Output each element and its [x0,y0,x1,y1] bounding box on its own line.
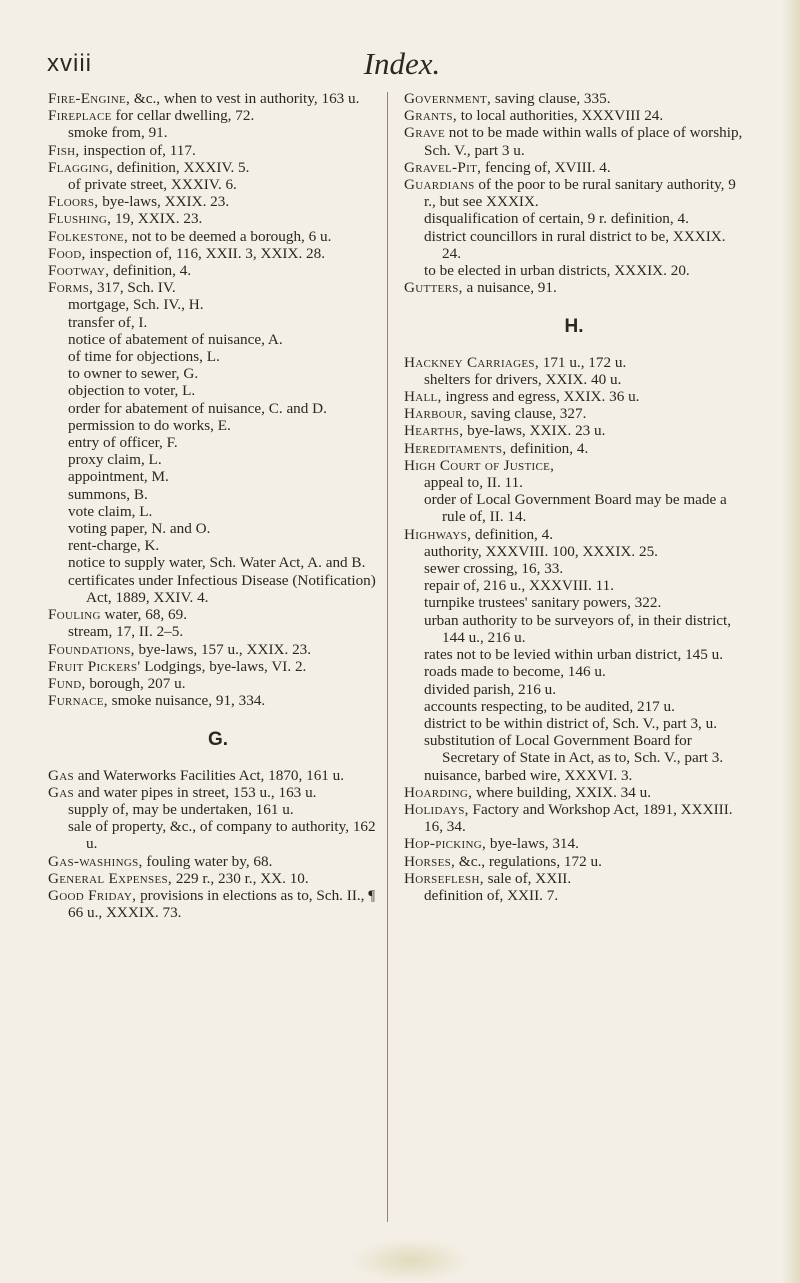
entry-heading: Guardians [404,176,475,194]
index-entry [404,853,744,870]
entry-text: &c., regulations, 172 u. [455,852,602,870]
entry-text: definition, 4. [109,262,192,280]
entry-text: and Waterworks Facilities Act, 1870, 161 u. [73,766,345,784]
entry-text: 229 r., 230 r., XX. 10. [172,869,309,887]
index-subentry: supply of, may be undertaken, 161 u. [68,800,294,818]
index-subentry: objection to voter, L. [68,382,196,400]
index-entry [404,279,744,296]
index-entry [48,90,388,107]
index-subentry: vote claim, L. [68,502,153,520]
entry-text: bye-laws, XXIX. 23 u. [463,422,606,440]
index-subentry: notice of abatement of nuisance, A. [68,330,283,348]
entry-text: saving clause, 327. [467,405,587,423]
index-entry [404,107,744,124]
entry-text: fencing of, XVIII. 4. [481,158,611,176]
entry-text: saving clause, 335. [491,90,611,107]
entry-text: inspection of, 117. [79,141,196,159]
index-subentry: proxy claim, L. [68,451,162,469]
entry-heading: Hop-picking, [404,835,487,853]
index-entry [48,887,388,921]
index-entry [48,228,388,245]
index-entry [48,784,388,801]
entry-heading: Good Friday, [48,886,137,904]
page-title [0,46,800,82]
index-subentry: district to be within district of, Sch. V., part 3, u. [424,714,718,732]
entry-heading: Furnace, [48,692,108,710]
index-subentry: mortgage, Sch. IV., H. [68,296,204,314]
index-subentry: to be elected in urban districts, XXXIX. 20. [424,262,690,280]
entry-text: a nuisance, 91. [462,279,557,297]
index-entry [404,440,744,457]
entry-text: sale of, XXII. [483,869,572,887]
index-subentry: rent-charge, K. [68,537,160,555]
index-subentry: smoke from, 91. [68,124,168,142]
entry-heading: Holidays, [404,800,469,818]
entry-heading: Flagging, [48,158,114,176]
index-subentry: urban authority to be surveyors of, in their district, 144 u., 216 u. [424,611,732,646]
entry-heading: Folkestone, [48,227,129,245]
index-entry [404,124,744,158]
index-entry [48,142,388,159]
entry-heading: Hearths, [404,422,464,440]
entry-heading: Fruit Pickers' [48,657,141,675]
index-subentry: notice to supply water, Sch. Water Act, A. and B. [68,554,366,572]
index-subentry: permission to do works, E. [68,416,231,434]
entry-heading: Gas [48,766,74,784]
index-subentry: stream, 17, II. 2–5. [68,623,184,641]
entry-heading: Gravel-Pit, [404,158,482,176]
entry-text: not to be deemed a borough, 6 u. [128,227,332,245]
entry-heading: Government, [404,90,492,107]
index-entry [48,692,388,709]
index-entry [48,245,388,262]
index-entry [404,870,744,887]
index-subentry: rates not to be levied within urban district, 145 u. [424,646,724,664]
page-folio: xviii [47,50,92,77]
index-subentry: roads made to become, 146 u. [424,663,606,681]
entry-text: to local authorities, XXXVIII 24. [456,107,664,125]
entry-text: inspection of, 116, XXII. 3, XXIX. 28. [85,244,326,262]
entry-heading: Floors, [48,193,99,211]
entry-text: fouling water by, 68. [142,852,273,870]
entry-heading: Horses, [404,852,456,870]
entry-heading: Gas [48,783,74,801]
index-entry [404,176,744,210]
entry-heading: Fire-Engine, [48,90,131,107]
index-entry [48,262,388,279]
entry-heading: High Court of Justice, [404,456,555,474]
entry-text: and water pipes in street, 153 u., 163 u. [73,783,317,801]
section-letter: H. [564,316,584,338]
index-entry [404,388,744,405]
entry-heading: Hoarding, [404,783,473,801]
entry-text: definition, XXXIV. 5. [113,158,250,176]
index-entry [48,159,388,176]
page-title-text: Index. [363,46,441,81]
entry-text: of the poor to be rural sanitary authority, 9 r., but see XXXIX. [424,176,736,211]
entry-heading: Harbour, [404,405,468,423]
entry-heading: Hereditaments, [404,439,507,457]
index-entry [404,801,744,835]
index-entry [48,107,388,124]
entry-text: ingress and egress, XXIX. 36 u. [441,388,640,406]
entry-heading: Grave [404,124,445,142]
index-entry [48,193,388,210]
index-subentry: district councillors in rural district to be, XXXIX. 24. [424,227,726,262]
index-entry [48,606,388,623]
entry-heading: Hall, [404,388,442,406]
entry-text: 171 u., 172 u. [538,353,627,371]
index-entry [48,870,388,887]
index-subentry: divided parish, 216 u. [424,680,557,698]
entry-heading: Grants, [404,107,457,125]
column-divider [387,92,388,1222]
index-entry [48,279,388,296]
paper-blemish [350,1238,470,1283]
entry-text: not to be made within walls of place of worship, Sch. V., part 3 u. [424,124,743,159]
entry-heading: Fouling [48,606,101,624]
index-entry [48,658,388,675]
entry-heading: Fireplace [48,107,112,125]
index-entry [404,784,744,801]
entry-heading: Gutters, [404,279,463,297]
entry-text: 19, XXIX. 23. [111,210,203,228]
index-subentry: definition of, XXII. 7. [424,886,559,904]
index-subentry: summons, B. [68,485,148,503]
index-subentry: substitution of Local Government Board for Secretary of State in Act, as to, Sch. V., part 3. [424,732,724,767]
entry-heading: Hackney Carriages, [404,353,539,371]
index-subentry: transfer of, I. [68,313,148,331]
entry-heading: Food, [48,244,86,262]
entry-heading: Fund, [48,674,86,692]
entry-text: Factory and Workshop Act, 1891, XXXIII. 16, 34. [424,800,733,836]
entry-text: borough, 207 u. [85,674,186,692]
entry-heading: Gas-washings, [48,852,143,870]
entry-heading: Fish, [48,141,80,159]
index-entry [404,457,744,474]
index-subentry: sewer crossing, 16, 33. [424,560,564,578]
index-column-left [48,90,388,921]
index-subentry: sale of property, &c., of company to authority, 162 u. [68,818,376,853]
index-entry [404,422,744,439]
index-subentry: disqualification of certain, 9 r. definition, 4. [424,210,689,228]
index-subentry: voting paper, N. and O. [68,520,211,538]
index-entry [404,90,744,107]
index-subentry: order of Local Government Board may be made a rule of, II. 14. [424,491,727,526]
entry-text: Lodgings, bye-laws, VI. 2. [140,657,307,675]
entry-heading: Highways, [404,525,472,543]
entry-text: where building, XXIX. 34 u. [472,783,652,801]
index-subentry: turnpike trustees' sanitary powers, 322. [424,594,662,612]
entry-text: smoke nuisance, 91, 334. [107,692,266,710]
entry-text: definition, 4. [506,439,589,457]
entry-text: bye-laws, 314. [486,835,579,853]
index-entry [404,835,744,852]
index-subentry: shelters for drivers, XXIX. 40 u. [424,370,622,388]
index-subentry: entry of officer, F. [68,434,178,452]
entry-heading: Flushing, [48,210,112,228]
entry-heading: Foundations, [48,640,135,658]
page-edge-stain [782,0,800,1283]
index-entry [404,159,744,176]
entry-heading: Forms, [48,279,94,297]
section-letter: G. [207,729,229,751]
index-entry [404,526,744,543]
entry-heading: Footway, [48,262,110,280]
index-subentry: nuisance, barbed wire, XXXVI. 3. [424,766,633,784]
index-subentry: of private street, XXXIV. 6. [68,176,237,194]
index-subentry: to owner to sewer, G. [68,365,199,383]
index-entry [48,641,388,658]
entry-text: 317, Sch. IV. [93,279,176,297]
index-entry [48,675,388,692]
entry-heading: General Expenses, [48,869,173,887]
index-entry [48,853,388,870]
entry-text: bye-laws, 157 u., XXIX. 23. [134,640,312,658]
index-subentry: authority, XXXVIII. 100, XXXIX. 25. [424,542,658,560]
entry-text: provisions in elections as to, Sch. II., ¶ 66 u., XXXIX. 73. [68,886,376,922]
index-subentry: certificates under Infectious Disease (Notification) Act, 1889, XXIV. 4. [68,571,376,606]
entry-text: water, 68, 69. [100,606,187,624]
index-entry [404,405,744,422]
index-entry [404,354,744,371]
entry-text: definition, 4. [471,525,554,543]
index-column-right [404,90,744,904]
index-entry [48,767,388,784]
entry-text: &c., when to vest in authority, 163 u. [130,90,360,107]
index-subentry: repair of, 216 u., XXXVIII. 11. [424,577,615,595]
entry-text: for cellar dwelling, 72. [111,107,255,125]
index-subentry: appeal to, II. 11. [424,474,523,492]
index-subentry: accounts respecting, to be audited, 217 u. [424,697,675,715]
entry-text: bye-laws, XXIX. 23. [98,193,230,211]
index-entry [48,210,388,227]
entry-heading: Horseflesh, [404,869,484,887]
index-subentry: appointment, M. [68,468,169,486]
index-subentry: order for abatement of nuisance, C. and D. [68,399,327,417]
index-subentry: of time for objections, L. [68,348,220,366]
